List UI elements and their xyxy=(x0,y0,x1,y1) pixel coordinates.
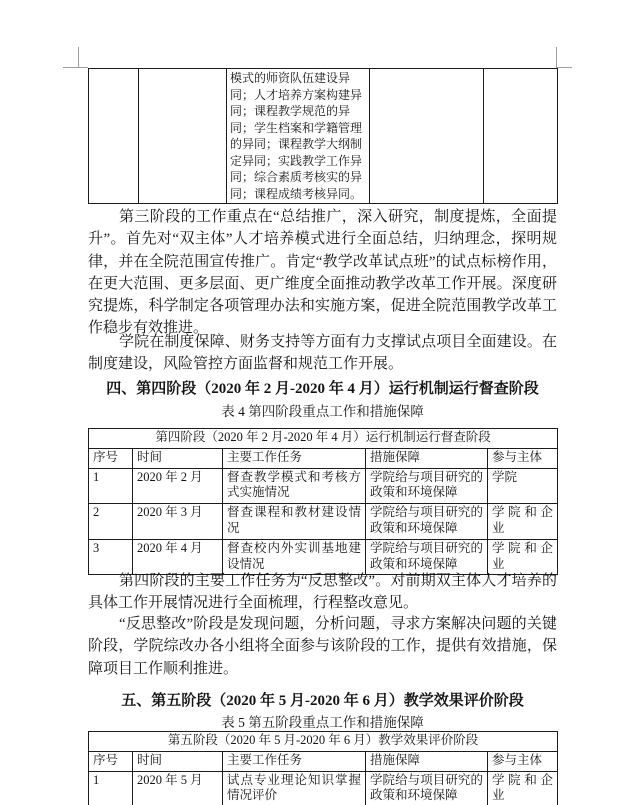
table-cell: 3 xyxy=(89,539,133,575)
table-cell: 学院给与项目研究的政策和环境保障 xyxy=(366,539,488,575)
table-header-row xyxy=(89,751,558,771)
paragraph-stage4-task: 第四阶段的主要工作任务为“反思整改”。对前期双主体人才培养的具体工作开展情况进行全面梳理，行程整改意见。 xyxy=(88,573,557,612)
stage4-table xyxy=(88,428,558,575)
table-cell: 督查校内外实训基地建设情况 xyxy=(223,539,366,575)
margin-crop-mark-right-horizontal xyxy=(557,67,572,68)
section5-heading: 五、第五阶段（2020 年 5 月-2020 年 6 月）教学效果评价阶段 xyxy=(121,693,524,709)
table-cell: 2020 年 3 月 xyxy=(133,504,223,540)
table-cell: 学院给与项目研究的政策和环境保障 xyxy=(366,468,488,504)
table-cell xyxy=(89,69,139,204)
table-cell: 2020 年 4 月 xyxy=(133,539,223,575)
table-cell: 学院和企业 xyxy=(488,539,558,575)
table-cell: 学院和企业 xyxy=(488,771,558,805)
table-cell: 学院给与项目研究的政策和环境保障 xyxy=(366,771,488,805)
table-cell: 模式的师资队伍建设异 同；人才培养方案构建异 同；课程教学规范的异 同；学生档案和学籍管理 的异同；课程教学大纲制 定异同；实践教学工作异 同；综合素质考核实的异 同；课程成绩考核异同。 xyxy=(227,69,370,204)
table-header-row xyxy=(89,448,558,468)
table-cell: 督查教学模式和考核方式实施情况 xyxy=(223,468,366,504)
table-cell: 2 xyxy=(89,504,133,540)
table-cell: 试点专业理论知识掌握情况评价 xyxy=(223,771,366,805)
column-header-cell: 主要工作任务 xyxy=(223,448,366,468)
column-header-cell: 参与主体 xyxy=(488,751,558,771)
table-row xyxy=(89,69,558,204)
table-cell xyxy=(484,69,558,204)
table-cell: 1 xyxy=(89,771,133,805)
table4-caption: 表 4 第四阶段重点工作和措施保障 xyxy=(221,404,424,419)
table-row xyxy=(89,771,558,805)
table-cell: 2020 年 2 月 xyxy=(133,468,223,504)
section4-heading: 四、第四阶段（2020 年 2 月-2020 年 4 月）运行机制运行督查阶段 xyxy=(106,381,539,397)
column-header-cell: 参与主体 xyxy=(488,448,558,468)
table-row xyxy=(89,468,558,504)
margin-crop-mark-left-horizontal xyxy=(63,67,88,68)
stage5-table xyxy=(88,731,558,805)
column-header-cell: 措施保障 xyxy=(366,751,488,771)
table-title-row xyxy=(89,732,558,752)
column-header-cell: 序号 xyxy=(89,448,133,468)
paragraph-stage3-summary: 第三阶段的工作重点在“总结推广，深入研究，制度提炼，全面提升”。首先对“双主体”人才培养模式进行全面总结，归纳理念，探明规律，并在全院范围宣传推广。肯定“教学改革试点班”的试点标榜作用，在更大范围、更多层面、更广维度全面推动教学改革工作开展。深度研究提炼，科学制定各项管理办法和实施方案，促进全院范围教学改革工作稳步有效推进。 xyxy=(88,209,557,337)
margin-crop-mark-right-vertical xyxy=(556,47,557,68)
column-header-cell: 时间 xyxy=(133,448,223,468)
paragraph-stage3-support: 学院在制度保障、财务支持等方面有力支撑试点项目全面建设。在制度建设，风险管控方面监督和规范工作开展。 xyxy=(88,334,557,373)
column-header-cell: 措施保障 xyxy=(366,448,488,468)
column-header-cell: 序号 xyxy=(89,751,133,771)
column-header-cell: 主要工作任务 xyxy=(223,751,366,771)
table-title-row xyxy=(89,429,558,449)
stage3-table-continuation xyxy=(88,68,558,204)
table5-caption: 表 5 第五阶段重点工作和措施保障 xyxy=(221,715,424,730)
table-cell xyxy=(139,69,227,204)
table-title-cell: 第五阶段（2020 年 5 月-2020 年 6 月）教学效果评价阶段 xyxy=(89,732,558,752)
paragraph-stage4-rectify: “反思整改”阶段是发现问题，分析问题，寻求方案解决问题的关键阶段，学院综改办各小组将全面参与该阶段的工作，提供有效措施，保障项目工作顺利推进。 xyxy=(88,616,557,677)
column-header-cell: 时间 xyxy=(133,751,223,771)
table-cell: 1 xyxy=(89,468,133,504)
table-cell: 学院给与项目研究的政策和环境保障 xyxy=(366,504,488,540)
table-cell: 督查课程和教材建设情况 xyxy=(223,504,366,540)
table-title-cell: 第四阶段（2020 年 2 月-2020 年 4 月）运行机制运行督查阶段 xyxy=(89,429,558,449)
table-row xyxy=(89,504,558,540)
margin-crop-mark-left-vertical xyxy=(78,47,79,68)
table-cell: 学院 xyxy=(488,468,558,504)
table-cell: 2020 年 5 月 xyxy=(133,771,223,805)
table-cell xyxy=(370,69,484,204)
table-cell: 学院和企业 xyxy=(488,504,558,540)
